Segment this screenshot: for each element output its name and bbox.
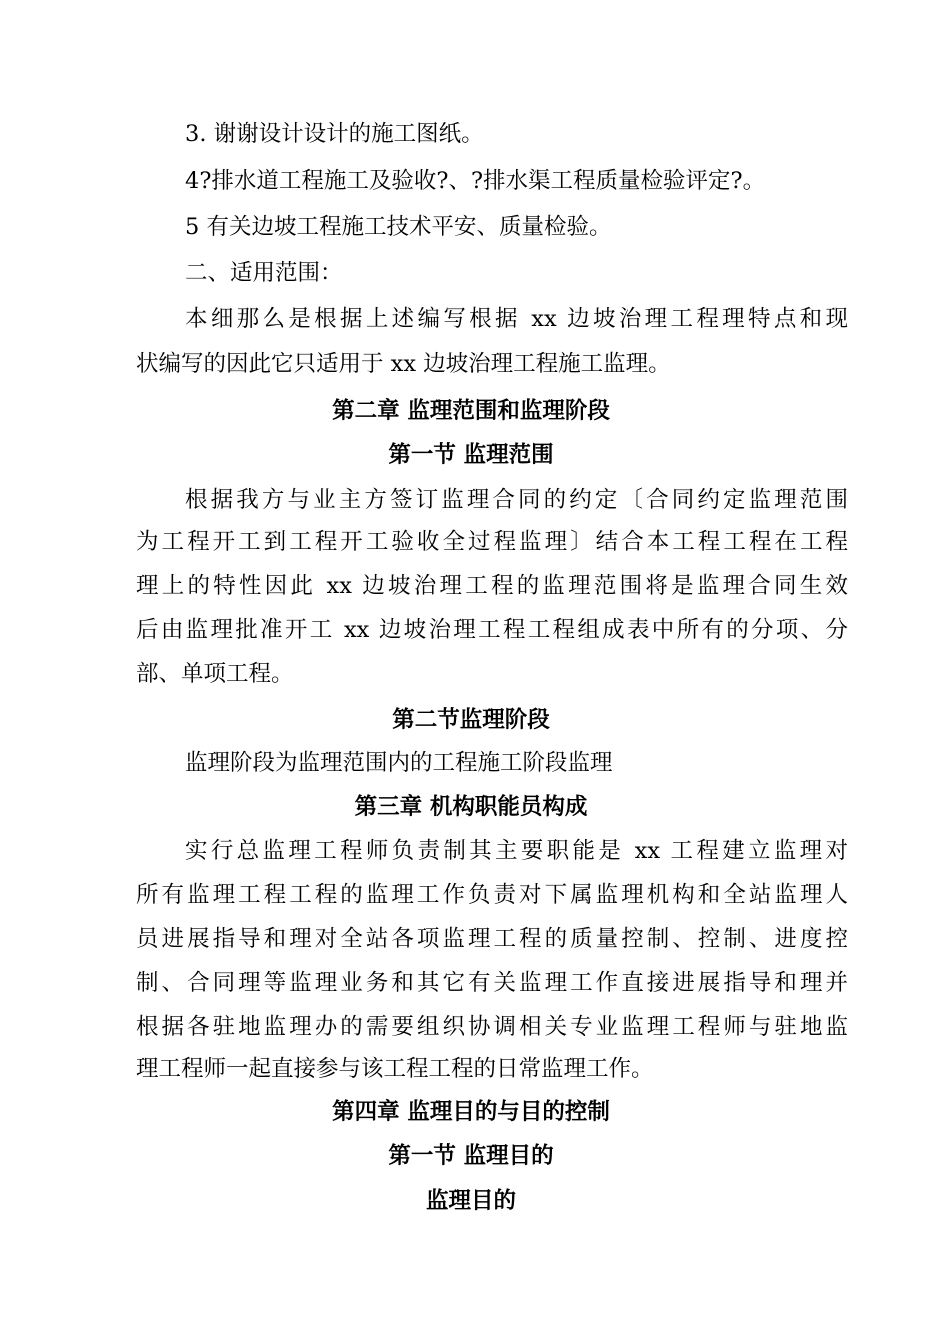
chapter-heading: 第二章 监理范围和监理阶段 bbox=[332, 398, 610, 424]
paragraph-line: 员进展指导和理对全站各项监理工程的质量控制、控制、进度控 bbox=[136, 926, 848, 952]
paragraph-line: 后由监理批准开工 xx 边坡治理工程工程组成表中所有的分项、分 bbox=[136, 617, 848, 643]
paragraph-line: 理工程师一起直接参与该工程工程的日常监理工作。 bbox=[136, 1056, 654, 1082]
paragraph-line: 根据各驻地监理办的需要组织协调相关专业监理工程师与驻地监 bbox=[136, 1014, 848, 1040]
paragraph-line: 所有监理工程工程的监理工作负责对下属监理机构和全站监理人 bbox=[136, 882, 848, 908]
paragraph-line: 本细那么是根据上述编写根据 xx 边坡治理工程理特点和现 bbox=[185, 306, 848, 332]
text-line: 二、适用范围： bbox=[185, 260, 343, 286]
paragraph-line: 根据我方与业主方签订监理合同的约定〔合同约定监理范围 bbox=[185, 487, 848, 513]
chapter-heading: 第四章 监理目的与目的控制 bbox=[332, 1099, 610, 1125]
section-heading: 第一节 监理目的 bbox=[388, 1143, 554, 1169]
text-line: 3. 谢谢设计设计的施工图纸。 bbox=[185, 121, 484, 147]
text-line: 5 有关边坡工程施工技术平安、质量检验。 bbox=[185, 214, 612, 240]
section-heading: 第一节 监理范围 bbox=[388, 442, 554, 468]
paragraph-line: 制、合同理等监理业务和其它有关监理工作直接进展指导和理并 bbox=[136, 970, 848, 996]
chapter-heading: 第三章 机构职能员构成 bbox=[354, 794, 588, 820]
paragraph-line: 部、单项工程。 bbox=[136, 661, 294, 687]
paragraph-line: 状编写的因此它只适用于 xx 边坡治理工程施工监理。 bbox=[136, 351, 671, 377]
subsection-heading: 监理目的 bbox=[425, 1188, 516, 1214]
paragraph-line: 实行总监理工程师负责制其主要职能是 xx 工程建立监理对 bbox=[185, 838, 848, 864]
text-line: 4?排水道工程施工及验收?、?排水渠工程质量检验评定?。 bbox=[185, 168, 766, 194]
paragraph-line: 为工程开工到工程开工验收全过程监理〕结合本工程工程在工程 bbox=[136, 529, 848, 555]
section-heading: 第二节监理阶段 bbox=[392, 707, 550, 733]
text-line: 监理阶段为监理范围内的工程施工阶段监理 bbox=[185, 750, 613, 776]
paragraph-line: 理上的特性因此 xx 边坡治理工程的监理范围将是监理合同生效 bbox=[136, 573, 848, 599]
